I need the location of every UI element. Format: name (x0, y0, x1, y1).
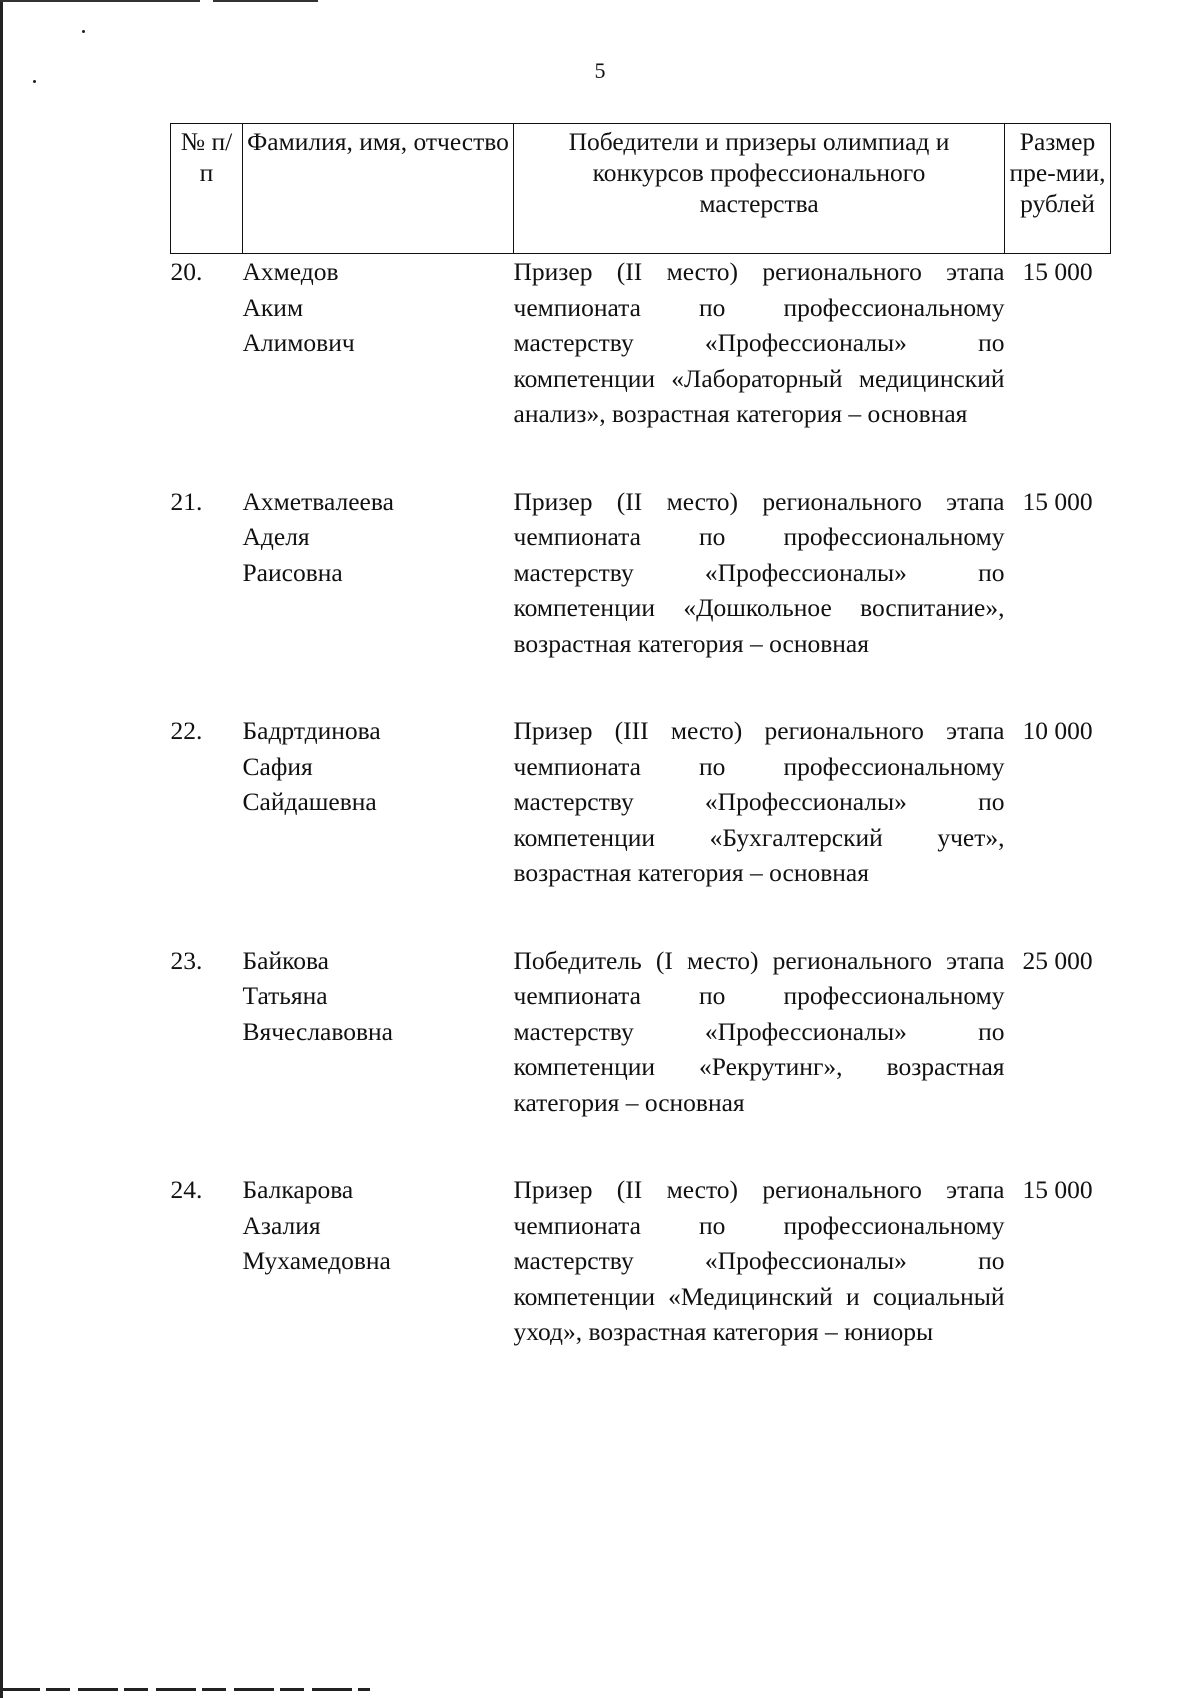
patronymic: Вячеславовна (242, 1016, 393, 1046)
header-description (514, 124, 1005, 254)
page-number: 5 (594, 58, 606, 83)
surname: Балкарова (242, 1175, 354, 1204)
table-row (171, 713, 1111, 891)
awards-table (170, 123, 1111, 1350)
header-amount-label: Размер пре-мии, рублей (1009, 127, 1106, 218)
award-amount: 15 000 (1022, 1175, 1093, 1204)
row-gap (171, 891, 1111, 943)
award-description: Призер (II место) регионального этапа чемпионата по профессиональному мастерству «Профессионалы» по компетенции «Лабораторный медицинский анализ», возрастная категория – основная (513, 257, 1005, 428)
award-description: Призер (II место) регионального этапа чемпионата по профессиональному мастерству «Профессионалы» по компетенции «Медицинский и социальный уход», возрастная категория – юниоры (513, 1175, 1005, 1346)
patronymic: Мухамедовна (242, 1246, 391, 1275)
award-description: Призер (III место) регионального этапа чемпионата по профессиональному мастерству «Профессионалы» по компетенции «Бухгалтерский учет», возрастная категория – основная (513, 716, 1005, 887)
award-amount: 15 000 (1022, 257, 1093, 286)
row-gap (171, 432, 1111, 484)
patronymic: Сайдашевна (242, 787, 377, 816)
table-row (171, 1172, 1111, 1350)
award-description: Победитель (I место) регионального этапа чемпионата по профессиональному мастерству «Профессионалы» по компетенции «Рекрутинг», возрастная категория – основная (513, 945, 1005, 1117)
header-name-label: Фамилия, имя, отчество (247, 127, 509, 156)
header-number-label: № п/п (180, 127, 233, 187)
person-name (243, 484, 514, 662)
award-amount: 25 000 (1022, 945, 1093, 975)
person-name (243, 713, 514, 891)
row-number: 24. (170, 1175, 203, 1204)
scan-edge-top (0, 0, 200, 2)
person-name (243, 254, 514, 432)
surname: Ахметвалеева (242, 486, 394, 516)
patronymic: Раисовна (242, 557, 343, 587)
award-amount: 15 000 (1022, 486, 1093, 516)
scan-edge-top (213, 0, 318, 2)
table-body (171, 254, 1111, 1350)
header-number (171, 124, 243, 254)
surname: Бадртдинова (242, 716, 381, 745)
first-name: Сафия (242, 751, 313, 781)
first-name: Татьяна (242, 981, 328, 1010)
row-number: 21. (170, 486, 203, 516)
first-name: Аделя (242, 522, 310, 551)
first-name: Азалия (242, 1210, 321, 1240)
scan-edge-left (0, 0, 3, 1698)
table-row (171, 484, 1111, 662)
person-name (243, 1172, 514, 1350)
row-number: 22. (170, 716, 203, 745)
header-description-label: Победители и призеры олимпиад и конкурсов профессионального мастерства (568, 127, 950, 218)
row-number: 23. (170, 945, 203, 975)
table-row (171, 943, 1111, 1121)
row-gap (171, 1120, 1111, 1172)
table-header-row (171, 124, 1111, 254)
row-number: 20. (170, 257, 203, 286)
surname: Ахмедов (242, 257, 339, 286)
row-gap (171, 661, 1111, 713)
person-name (243, 943, 514, 1121)
patronymic: Алимович (242, 328, 355, 357)
header-name (243, 124, 514, 254)
surname: Байкова (242, 945, 329, 975)
award-description: Призер (II место) регионального этапа чемпионата по профессиональному мастерству «Профессионалы» по компетенции «Дошкольное воспитание», возрастная категория – основная (513, 486, 1005, 658)
header-amount (1005, 124, 1111, 254)
first-name: Аким (242, 292, 304, 322)
table-row (171, 254, 1111, 432)
award-amount: 10 000 (1022, 716, 1093, 745)
scan-speck (82, 30, 85, 33)
scan-edge-bottom (0, 1688, 370, 1691)
